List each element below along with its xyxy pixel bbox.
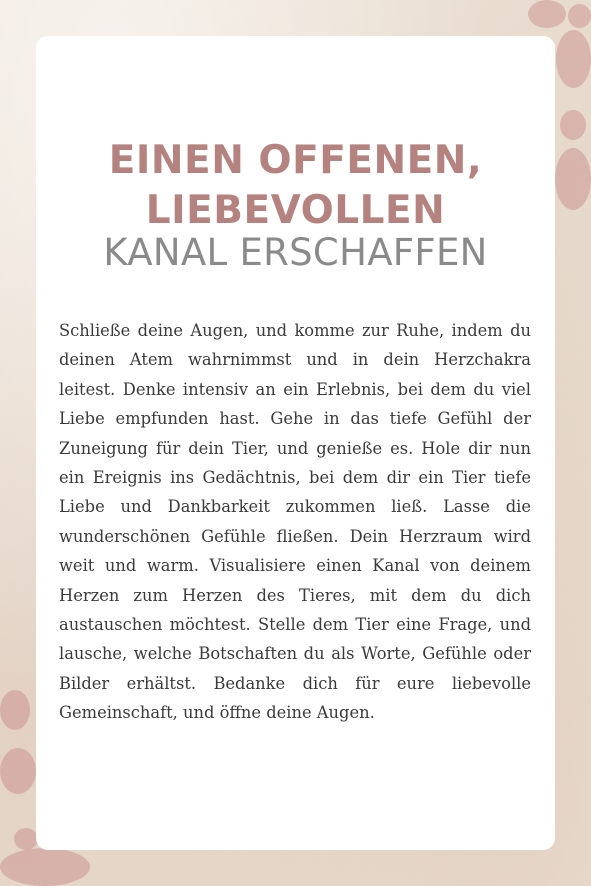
page-title [0,136,591,236]
body-paragraph: Schließe deine Augen, und komme zur Ruhe, indem du deinen Atem wahrnimmst und in dein Herzchakra leitest. Denke intensiv an ein Erlebnis, bei dem du viel Liebe empfunden hast. Gehe in das tiefe Gefühl der Zuneigung für dein Tier, und genieße es. Hole dir nun ein Ereignis ins Gedächtnis, bei dem dir ein Tier tiefe Liebe und Dankbarkeit zukommen ließ. Lasse die wunderschönen Gefühle fließen. Dein Herzraum wird weit und warm. Visualisiere einen Kanal von deinem Herzen zum Herzen des Tieres, mit dem du dich austauschen möchtest. Stelle dem Tier eine Frage, und lausche, welche Botschaften du als Worte, Gefühle oder Bilder erhältst. Bedanke dich für eure liebevolle Gemeinschaft, und öffne deine Augen. [59,321,531,723]
title-line-1: EINEN OFFENEN, [108,138,483,183]
page-subtitle: KANAL ERSCHAFFEN [103,231,488,274]
title-line-2: LIEBEVOLLEN [145,188,446,233]
